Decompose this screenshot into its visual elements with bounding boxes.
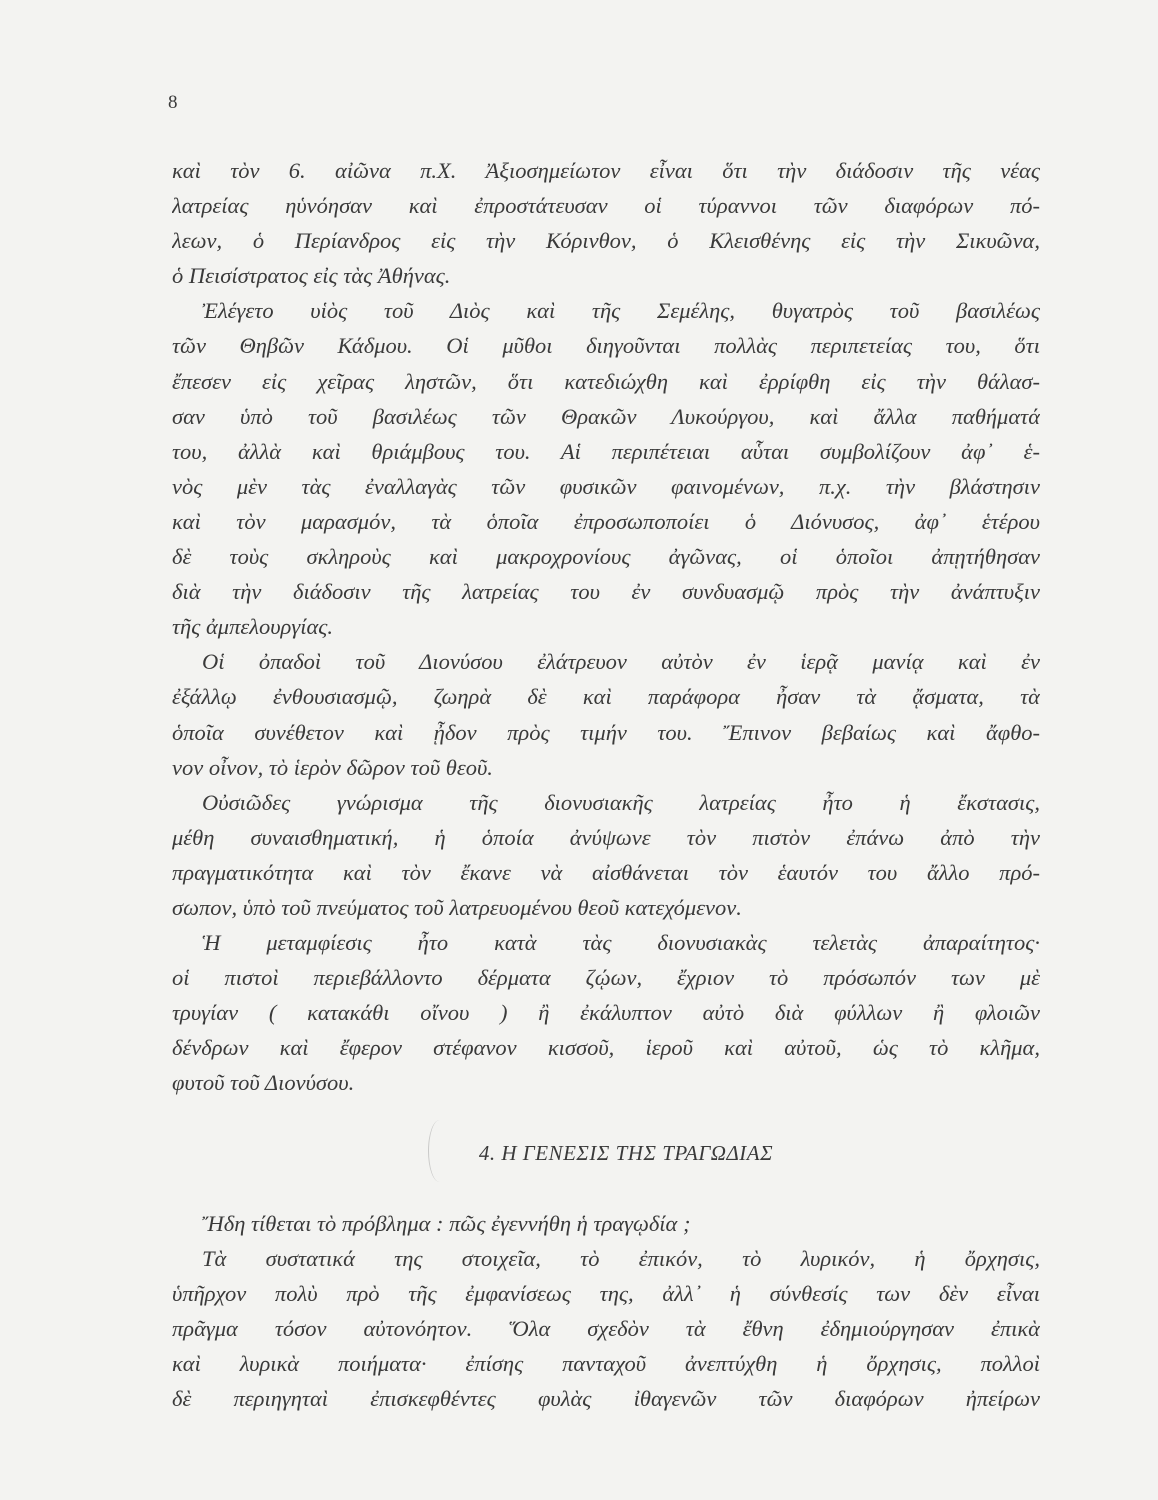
- text-line: ὁ Πεισίστρατος εἰς τὰς Ἀθήνας.: [172, 263, 451, 289]
- text-line: καὶ τὸν μαρασμόν, τὰ ὁποῖα ἐπροσωποποίει ὁ Διόνυσος, ἀφ᾽ ἑτέρου: [172, 508, 1040, 534]
- text-line: καὶ τὸν 6. αἰῶνα π.Χ. Ἀξιοσημείωτον εἶναι ὅτι τὴν διάδοσιν τῆς νέας: [172, 158, 1040, 183]
- spacer: [172, 1101, 1040, 1136]
- paragraph: [172, 1206, 1040, 1241]
- text-line: δὲ περιηγηταὶ ἐπισκεφθέντες φυλὰς ἰθαγενῶν τῶν διαφόρων ἠπείρων: [172, 1386, 1040, 1412]
- text-line: φυτοῦ τοῦ Διονύσου.: [172, 1070, 355, 1096]
- text-line: Οἱ ὀπαδοὶ τοῦ Διονύσου ἐλάτρευον αὐτὸν ἐν ἱερᾷ μανίᾳ καὶ ἐν: [202, 649, 1040, 675]
- text-line: Τὰ συστατικά της στοιχεῖα, τὸ ἐπικόν, τὸ λυρικόν, ἡ ὄρχησις,: [202, 1245, 1040, 1271]
- text-line: του, ἀλλὰ καὶ θριάμβους του. Αἱ περιπέτειαι αὗται συμβολίζουν ἀφ᾽ ἑ-: [172, 438, 1040, 464]
- paragraph: [172, 644, 1040, 784]
- text-line: πρᾶγμα τόσον αὐτονόητον. Ὅλα σχεδὸν τὰ ἔθνη ἐδημιούργησαν ἐπικὰ: [172, 1316, 1040, 1342]
- text-line: Ἡ μεταμφίεσις ἦτο κατὰ τὰς διονυσιακὰς τελετὰς ἀπαραίτητος·: [202, 930, 1040, 956]
- text-line: ὑπῆρχον πολὺ πρὸ τῆς ἐμφανίσεως της, ἀλλ᾽ ἡ σύνθεσίς των δὲν εἶναι: [172, 1281, 1040, 1306]
- text-line: σαν ὑπὸ τοῦ βασιλέως τῶν Θρακῶν Λυκούργου, καὶ ἄλλα παθήματά: [172, 403, 1040, 429]
- text-line: δένδρων καὶ ἔφερον στέφανον κισσοῦ, ἱεροῦ καὶ αὐτοῦ, ὡς τὸ κλῆμα,: [172, 1035, 1040, 1061]
- paragraph: [172, 785, 1040, 925]
- section-heading: 4. Η ΓΕΝΕΣΙΣ ΤΗΣ ΤΡΑΓΩΔΙΑΣ: [478, 1140, 774, 1165]
- text-line: Οὐσιῶδες γνώρισμα τῆς διονυσιακῆς λατρείας ἦτο ἡ ἔκστασις,: [202, 789, 1040, 815]
- text-line: διὰ τὴν διάδοσιν τῆς λατρείας του ἐν συνδυασμῷ πρὸς τὴν ἀνάπτυξιν: [172, 579, 1040, 605]
- text-line: ὁποῖα συνέθετον καὶ ᾖδον πρὸς τιμήν του. Ἔπινον βεβαίως καὶ ἄφθο-: [172, 719, 1040, 745]
- paragraph: [172, 153, 1040, 293]
- text-line: Ἐλέγετο υἱὸς τοῦ Διὸς καὶ τῆς Σεμέλης, θυγατρὸς τοῦ βασιλέως: [202, 298, 1040, 324]
- body-text: [172, 153, 1040, 1416]
- paragraph: [172, 293, 1040, 644]
- text-line: σωπον, ὑπὸ τοῦ πνεύματος τοῦ λατρευομένου θεοῦ κατεχόμενον.: [172, 894, 742, 920]
- text-line: οἱ πιστοὶ περιεβάλλοντο δέρματα ζῴων, ἔχριον τὸ πρόσωπόν των μὲ: [172, 965, 1040, 991]
- text-line: Ἤδη τίθεται τὸ πρόβλημα : πῶς ἐγεννήθη ἡ τραγῳδία ;: [202, 1210, 691, 1236]
- text-line: τῶν Θηβῶν Κάδμου. Οἱ μῦθοι διηγοῦνται πολλὰς περιπετείας του, ὅτι: [172, 333, 1040, 359]
- text-line: καὶ λυρικὰ ποιήματα· ἐπίσης πανταχοῦ ἀνεπτύχθη ἡ ὄρχησις, πολλοὶ: [172, 1351, 1040, 1377]
- paragraph: [172, 925, 1040, 1100]
- text-line: ἐξάλλῳ ἐνθουσιασμῷ, ζωηρὰ δὲ καὶ παράφορα ἦσαν τὰ ᾄσματα, τὰ: [172, 684, 1040, 710]
- text-line: τῆς ἀμπελουργίας.: [172, 614, 334, 640]
- text-line: πραγματικότητα καὶ τὸν ἔκανε νὰ αἰσθάνεται τὸν ἑαυτόν του ἄλλο πρό-: [172, 859, 1040, 885]
- page-number: 8: [168, 92, 178, 113]
- text-line: δὲ τοὺς σκληροὺς καὶ μακροχρονίους ἀγῶνας, οἱ ὁποῖοι ἀπῃτήθησαν: [172, 544, 1040, 570]
- paragraph: [172, 1241, 1040, 1416]
- text-line: ἔπεσεν εἰς χεῖρας ληστῶν, ὅτι κατεδιώχθη καὶ ἐρρίφθη εἰς τὴν θάλασ-: [172, 368, 1040, 394]
- text-line: λεων, ὁ Περίανδρος εἰς τὴν Κόρινθον, ὁ Κλεισθένης εἰς τὴν Σικυῶνα,: [172, 228, 1040, 254]
- text-line: μέθη συναισθηματική, ἡ ὁποία ἀνύψωνε τὸν πιστὸν ἐπάνω ἀπὸ τὴν: [172, 824, 1040, 850]
- text-line: τρυγίαν ( κατακάθι οἴνου ) ἢ ἐκάλυπτον αὐτὸ διὰ φύλλων ἢ φλοιῶν: [172, 1000, 1040, 1026]
- text-line: νὸς μὲν τὰς ἐναλλαγὰς τῶν φυσικῶν φαινομένων, π.χ. τὴν βλάστησιν: [172, 473, 1040, 499]
- text-line: νον οἶνον, τὸ ἱερὸν δῶρον τοῦ θεοῦ.: [172, 754, 493, 780]
- spacer: [172, 1171, 1040, 1206]
- text-line: λατρείας ηὑνόησαν καὶ ἐπροστάτευσαν οἱ τύραννοι τῶν διαφόρων πό-: [172, 193, 1040, 219]
